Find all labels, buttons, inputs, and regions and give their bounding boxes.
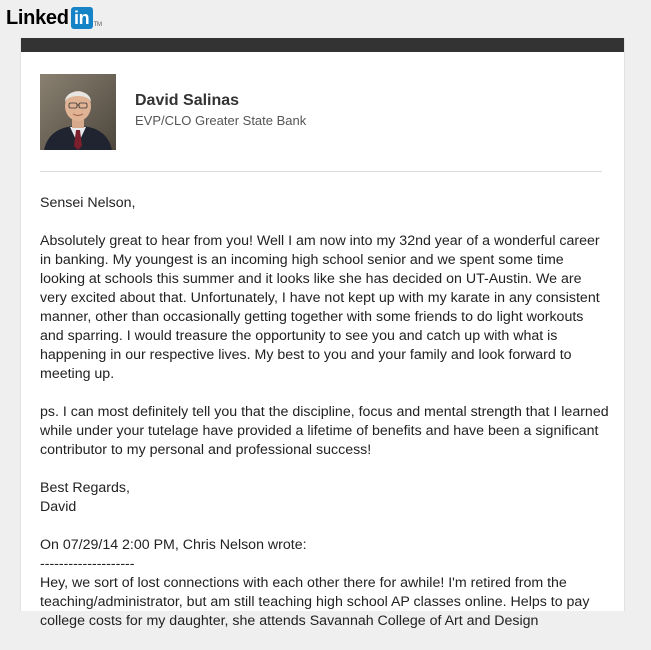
message-paragraph-1: Absolutely great to hear from you! Well I am now into my 32nd year of a wonderful career in banking. My youngest is an incoming high school senior and we spent some time looking at schools this summer and it looks like she has decided on UT-Austin. We are very excited about that. Unfortunately, I have not kept up with my karate in any consistent manner, other than occasionally getting together with some friends to do light workouts and sparring. I would treasure the opportunity to see you and catch up with what is happening in our respective lives. My best to you and your family and look forward to meeting up. [40, 233, 600, 382]
quote-separator: -------------------- [40, 556, 135, 572]
logo-text: Linked [6, 7, 69, 29]
message-body [40, 194, 610, 650]
message-greeting: Sensei Nelson, [40, 195, 136, 211]
sender-title: EVP/CLO Greater State Bank [135, 113, 307, 128]
message-paragraph-2: ps. I can most definitely tell you that the discipline, focus and mental strength that I learned while under your tutelage have provided a lifetime of benefits and have been a significant contributor to my personal and professional success! [40, 404, 609, 458]
linkedin-logo[interactable] [6, 6, 102, 30]
message-card [20, 38, 625, 629]
message-signature: David [40, 499, 77, 515]
logo-trademark: TM [93, 22, 102, 28]
avatar-photo-icon [40, 74, 116, 150]
sender-info [135, 91, 306, 130]
quote-header: On 07/29/14 2:00 PM, Chris Nelson wrote: [40, 537, 307, 553]
logo-badge: in [71, 7, 93, 29]
sender-profile [40, 74, 306, 150]
top-bar [0, 0, 651, 38]
message-closing: Best Regards, [40, 480, 130, 496]
divider [40, 171, 602, 172]
quote-body: Hey, we sort of lost connections with each other there for awhile! I'm retired from the teaching/administrator, but am still teaching high school AP classes online. Helps to pay college costs for my daughter, she attends Savannah College of Art and Design [40, 575, 590, 629]
card-header-bar [21, 38, 624, 52]
avatar[interactable] [40, 74, 116, 150]
sender-name[interactable]: David Salinas [135, 92, 240, 109]
